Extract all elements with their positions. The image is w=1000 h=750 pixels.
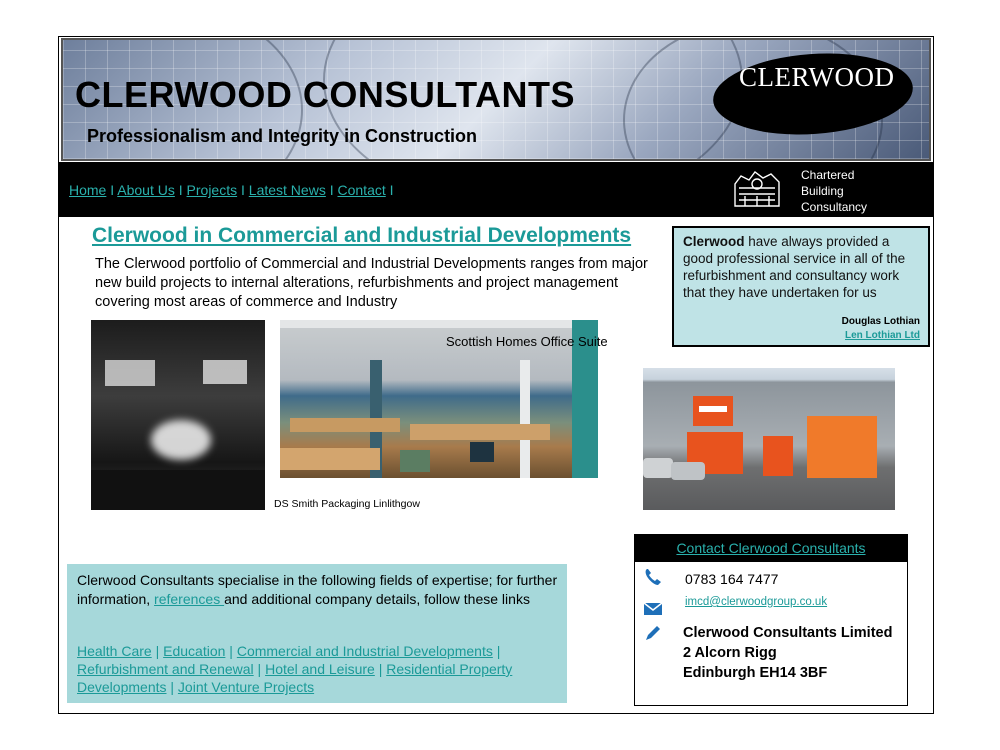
chartered-line: Consultancy [801,200,868,214]
testimonial-quote [683,233,923,301]
nav-separator: I [329,182,334,198]
expertise-text: and additional company details, follow these links [224,591,530,607]
expertise-box [67,564,567,703]
testimonial-company-name: Clerwood [683,234,745,249]
logo: CLERWOOD [739,62,895,92]
hotel-leisure-link[interactable]: Hotel and Leisure [265,661,375,677]
page-title[interactable]: Clerwood in Commercial and Industrial Developments [92,224,632,247]
office-photo-caption: Scottish Homes Office Suite [446,334,608,349]
pen-icon [643,623,663,643]
address-line: Clerwood Consultants Limited [683,625,893,641]
site-tagline: Professionalism and Integrity in Construction [87,126,478,146]
intro-paragraph: The Clerwood portfolio of Commercial and Industrial Developments ranges from major new build projects to internal alterations, refurbishments and project management covering most areas of commerce and Industry [95,256,648,310]
phone-icon [643,567,663,587]
joint-venture-link[interactable]: Joint Venture Projects [177,679,315,695]
nav-separator: I [389,182,394,198]
refurbishment-link[interactable]: Refurbishment and Renewal [77,661,254,677]
nav-separator: I [110,182,115,198]
nav-separator: I [241,182,245,198]
nav-separator: I [178,182,183,198]
expertise-text: Clerwood Consultants specialise in the following fields of expertise; for further information, [77,572,558,607]
health-care-link[interactable]: Health Care [77,643,152,659]
address-line: 2 Alcorn Rigg [683,645,777,661]
nav-news-link[interactable]: Latest News [248,182,326,198]
education-link[interactable]: Education [163,643,226,659]
postal-address [683,623,892,683]
chartered-line: Building [801,184,844,198]
nav-home-link[interactable]: Home [69,182,107,198]
chartered-crest-icon [727,166,787,212]
commercial-link[interactable]: Commercial and Industrial Developments [236,643,493,659]
warehouse-photo [643,368,895,510]
testimonial-company-link[interactable]: Len Lothian Ltd [845,330,920,341]
expertise-intro [77,571,561,609]
nav-projects-link[interactable]: Projects [186,182,238,198]
nav-bar [59,162,933,217]
testimonial-text: have always provided a good professional service in all of the refurbishment and consultancy work that they have undertaken for us [683,234,906,300]
expertise-links: Health Care | Education | Commercial and Industrial Developments | Refurbishment and Renewal | Hotel and Leisure | Residential Property Developments | Joint Venture Projects [77,643,513,695]
packaging-photo-caption: DS Smith Packaging Linlithgow [274,498,420,510]
testimonial-box [672,226,930,347]
main-nav [69,182,394,198]
contact-box [634,534,908,706]
site-title: CLERWOOD CONSULTANTS [75,74,575,115]
chartered-label [801,167,867,215]
address-line: Edinburgh EH14 3BF [683,665,828,681]
header-banner [61,38,931,161]
residential-link[interactable]: Residential Property Developments [77,661,513,695]
nav-contact-link[interactable]: Contact [337,182,386,198]
phone-number: 0783 164 7477 [685,571,779,587]
nav-about-link[interactable]: About Us [117,182,175,198]
email-icon [643,599,663,619]
corridor-photo [91,320,265,510]
contact-heading-link[interactable]: Contact Clerwood Consultants [676,540,866,556]
email-link[interactable]: imcd@clerwoodgroup.co.uk [685,596,828,608]
chartered-line: Chartered [801,168,855,182]
contact-header [635,535,907,562]
testimonial-author: Douglas Lothian [841,316,920,327]
references-link[interactable]: references [154,591,225,607]
